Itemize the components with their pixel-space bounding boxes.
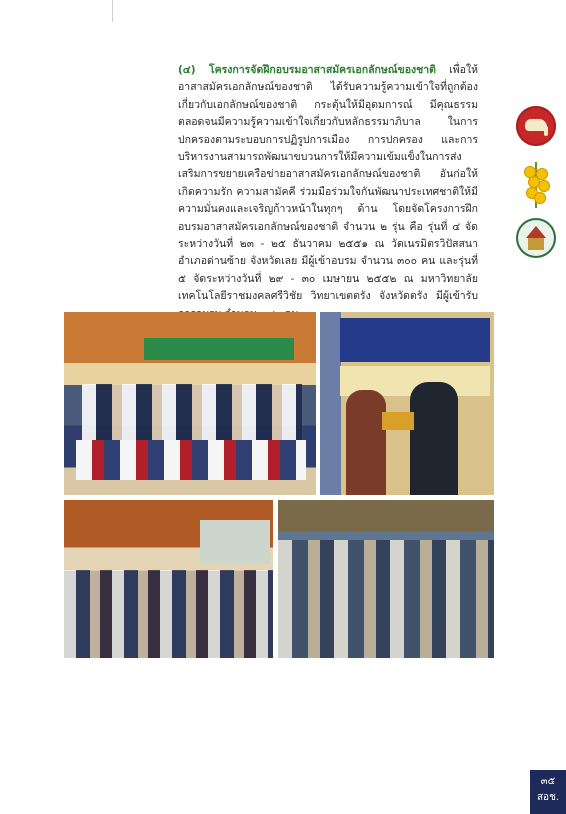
- section-heading: (๔) โครงการจัดฝึกอบรมอาสาสมัครเอกลักษณ์ของชาติ: [178, 64, 436, 76]
- project-paragraph: [178, 62, 478, 323]
- thai-pavilion-icon: [516, 218, 556, 258]
- golden-shower-flower-icon: [516, 162, 556, 202]
- audience-photo: [278, 500, 494, 658]
- page-number-badge: [530, 770, 566, 814]
- group-photo-participants: [64, 312, 316, 495]
- side-emblems: [516, 106, 558, 274]
- page-number: ๓๕: [540, 776, 556, 787]
- elephant-emblem-icon: [516, 106, 556, 146]
- page-org-abbrev: สอช.: [536, 792, 560, 803]
- seminar-hall-photo: [64, 500, 273, 658]
- award-handover-photo: [320, 312, 494, 495]
- section-body: เพื่อให้อาสาสมัครเอกลักษณ์ของชาติ ได้รับความรู้ความเข้าใจที่ถูกต้องเกี่ยวกับเอกลักษณ์ของชาติ กระตุ้นให้มีอุดมการณ์ มีคุณธรรม ตลอดจนมีความรู้ความเข้าใจเกี่ยวกับหลักธรรมาภิบาล ในการปกครองตามระบอบการปฏิรูปการเมือง การปกครอง และการบริหารงานสามารถพัฒนาขบวนการให้มีความเข้มแข็งในการส่งเสริมการขยายเครือข่ายอาสาสมัครเอกลักษณ์ของชาติ อันก่อให้เกิดความรัก ความสามัคคี ร่วมมือร่วมใจกันพัฒนาประเทศชาติให้มีความมั่นคงและเจริญก้าวหน้าในทุกๆ ด้าน โดยจัดโครงการฝึกอบรมอาสาสมัครเอกลักษณ์ของชาติ จำนวน ๒ รุ่น คือ รุ่นที่ ๔ จัดระหว่างวันที่ ๒๓ - ๒๕ ธันวาคม ๒๕๕๑ ณ วัดเนรมิตรวิปัสสนา อำเภอด่านซ้าย จังหวัดเลย มีผู้เข้าอบรม จำนวน ๓๐๐ คน และรุ่นที่ ๕ จัดระหว่างวันที่ ๒๙ - ๓๐ เมษายน ๒๕๕๒ ณ มหาวิทยาลัยเทคโนโลยีราชมงคลศรีวิชัย วิทยาเขตตรัง จังหวัดตรัง มีผู้เข้ารับ: [178, 64, 479, 303]
- page-top-rule: [112, 0, 113, 22]
